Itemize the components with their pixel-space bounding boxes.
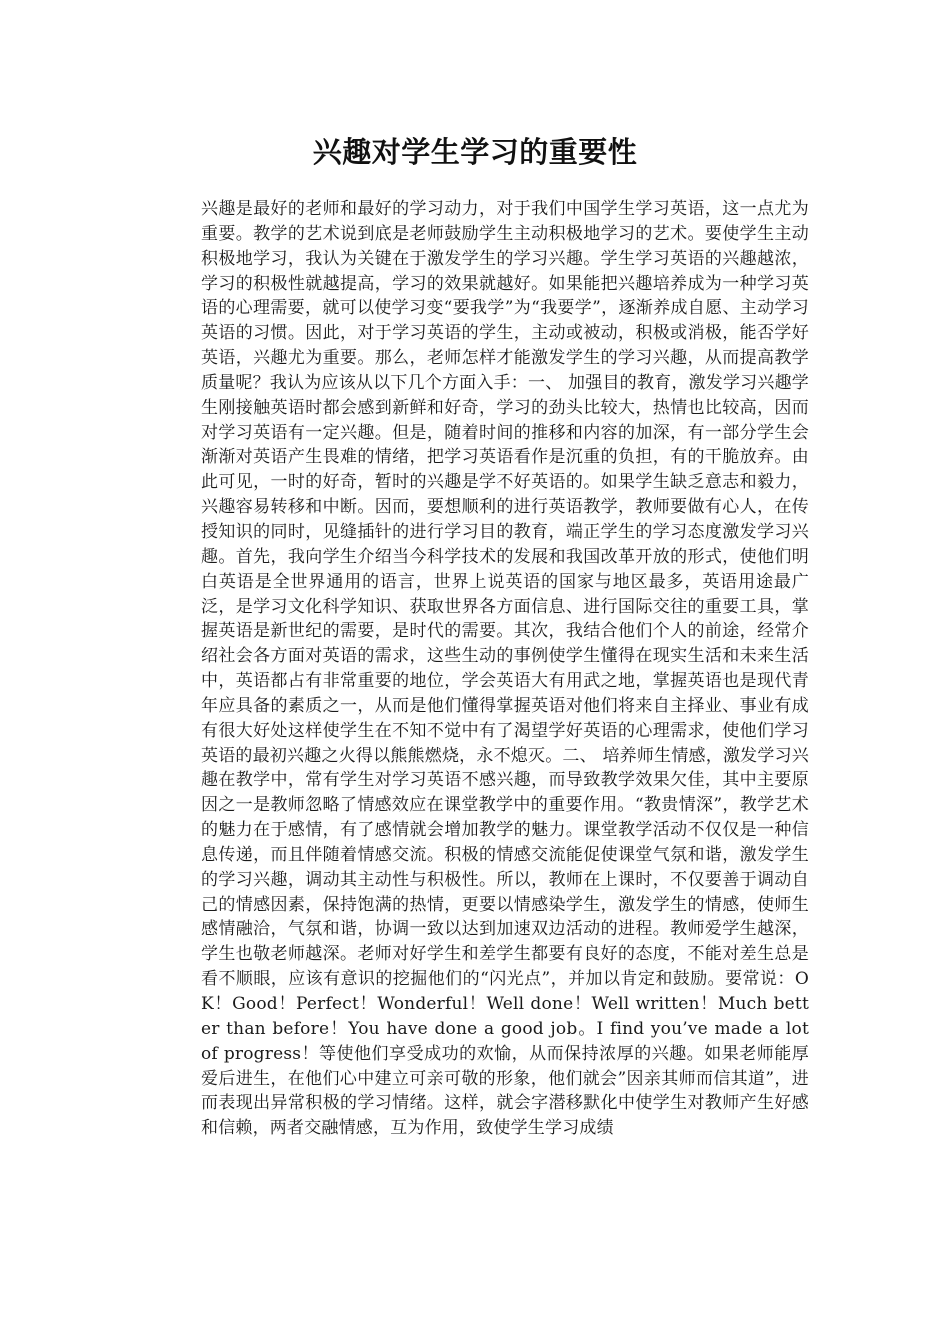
document-body: 兴趣是最好的老师和最好的学习动力，对于我们中国学生学习英语，这一点尤为重要。教学的艺术说到底是老师鼓励学生主动积极地学习的艺术。要使学生主动积极地学习，我认为关键在于激发学生的学习兴趣。学生学习英语的兴趣越浓，学习的积极性就越提高，学习的效果就越好。如果能把兴趣培养成为一种学习英语的心理需要，就可以使学习变“要我学”为“我要学”，逐渐养成自愿、主动学习英语的习惯。因此，对于学习英语的学生，主动或被动，积极或消极，能否学好英语，兴趣尤为重要。那么，老师怎样才能激发学生的学习兴趣，从而提高教学质量呢？我认为应该从以下几个方面入手：一、 加强目的教育，激发学习兴趣学生刚接触英语时都会感到新鲜和好奇，学习的劲头比较大，热情也比较高，因而对学习英语有一定兴趣。但是，随着时间的推移和内容的加深，有一部分学生会渐渐对英语产生畏难的情绪，把学习英语看作是沉重的负担，有的干脆放弃。由此可见，一时的好奇，暂时的兴趣是学不好英语的。如果学生缺乏意志和毅力，兴趣容易转移和中断。因而，要想顺利的进行英语教学，教师要做有心人，在传授知识的同时，见缝插针的进行学习目的教育，端正学生的学习态度激发学习兴趣。首先，我向学生介绍当今科学技术的发展和我国改革开放的形式，使他们明白英语是全世界通用的语言，世界上说英语的国家与地区最多，英语用途最广泛，是学习文化科学知识、获取世界各方面信息、进行国际交往的重要工具，掌握英语是新世纪的需要，是时代的需要。其次，我结合他们个人的前途，经常介绍社会各方面对英语的需求，这些生动的事例使学生懂得在现实生活和未来生活中，英语都占有非常重要的地位，学会英语大有用武之地，掌握英语也是现代青年应具备的素质之一，从而是他们懂得掌握英语对他们将来自主择业、事业有成有很大好处这样使学生在不知不觉中有了渴望学好英语的心理需求，使他们学习英语的最初兴趣之火得以熊熊燃烧，永不熄灭。二、 培养师生情感，激发学习兴趣在教学中，常有学生对学习英语不感兴趣，而导致教学效果欠佳，其中主要原因之一是教师忽略了情感效应在课堂教学中的重要作用。“教贵情深”，教学艺术的魅力在于感情，有了感情就会增加教学的魅力。课堂教学活动不仅仅是一种信息传递，而且伴随着情感交流。积极的情感交流能促使课堂气氛和谐，激发学生的学习兴趣，调动其主动性与积极性。所以，教师在上课时，不仅要善于调动自己的情感因素，保持饱满的热情，更要以情感染学生，激发学生的情感，使师生感情融洽，气氛和谐，协调一致以达到加速双边活动的进程。教师爱学生越深，学生也敬老师越深。老师对好学生和差学生都要有良好的态度，不能对差生总是看不顺眼，应该有意识的挖掘他们的“闪光点”，并加以肯定和鼓励。要常说：OK！Good！Perfect！Wonderful！Well done！Well written！Much better than before！You have done a good job。I find you’ve made a lot of progress！等使他们享受成功的欢愉，从而保持浓厚的兴趣。如果老师能厚爱后进生，在他们心中建立可亲可敬的形象，他们就会”因亲其师而信其道”，进而表现出异常积极的学习情绪。这样，就会字潜移默化中使学生对教师产生好感和信赖，两者交融情感，互为作用，致使学生学习成绩 [201,199,809,1139]
document-title: 兴趣对学生学习的重要性 [312,135,638,169]
